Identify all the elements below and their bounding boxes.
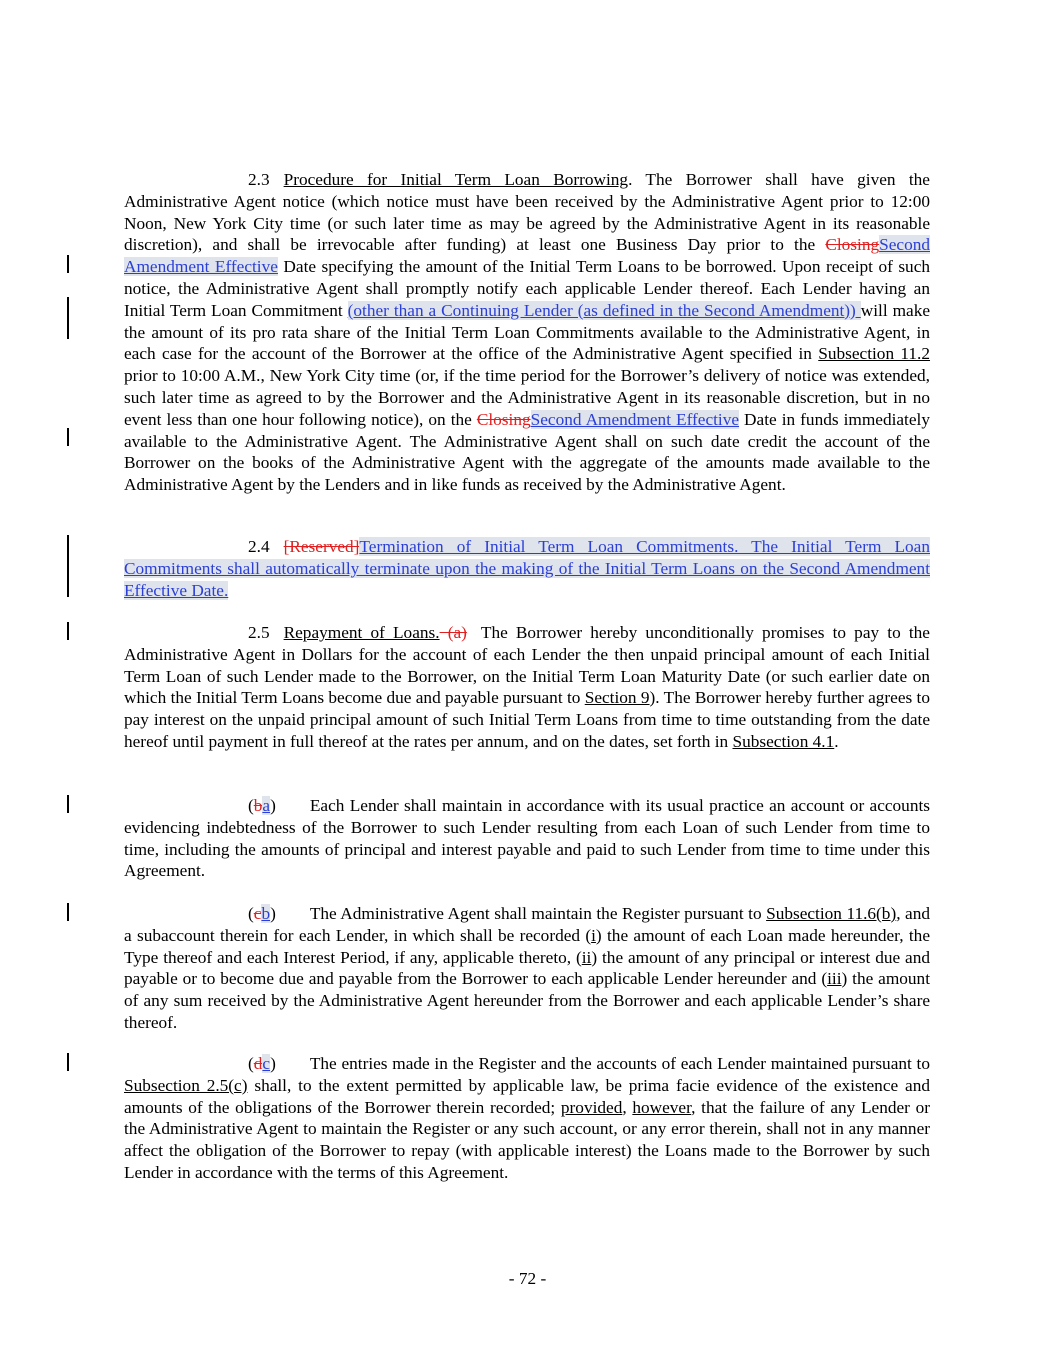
change-bar — [67, 622, 69, 640]
deleted-text: (a) — [439, 623, 467, 642]
inserted-text: Second Amendment Effective — [530, 409, 740, 429]
deleted-text: [Reserved] — [283, 537, 360, 556]
cross-reference: Section 9 — [584, 688, 650, 708]
section-number: 2.5 — [248, 623, 270, 642]
paragraph-b: (cb) The Administrative Agent shall maintain the Register pursuant to Subsection 11.6(b), and a subaccount therein for each Lender, in which shall be recorded (i) the amount of each Loan made hereunder, the Type thereof and each Interest Period, if any, applicable thereto, (ii) the amount of any principal or interest due and payable or to become due and payable from the Borrower to each applicable Lender hereunder and (iii) the amount of any sum received by the Administrative Agent hereunder from the Borrower and each applicable Lender’s share thereof. — [124, 904, 931, 1032]
section-heading — [270, 537, 284, 556]
deleted-text: c — [253, 904, 262, 923]
section-number: 2.3 — [248, 170, 270, 189]
cross-reference: Subsection 11.6(b) — [766, 904, 897, 923]
change-bar — [67, 795, 69, 813]
page-number: - 72 - — [508, 1269, 547, 1288]
paragraph-c: (dc) The entries made in the Register and the accounts of each Lender maintained pursuant to Subsection 2.5(c) shall, to the extent permitted by applicable law, be prima facie evidence of the existence and amounts of the obligations of the Borrower therein recorded; provided, however, that the failure of any Lender or the Administrative Agent to maintain the Register or any such account, or any error therein, shall not in any manner affect the obligation of the Borrower to repay (with applicable interest) the Loans made to the Borrower by such Lender in accordance with the terms of this Agreement. — [124, 1054, 930, 1182]
section-heading: Repayment of Loans. — [283, 623, 440, 642]
provided-term: provided — [560, 1097, 623, 1117]
change-bar — [67, 428, 69, 446]
inserted-text: c — [262, 1054, 271, 1073]
inserted-text: b — [261, 904, 271, 923]
inserted-text: a — [262, 796, 271, 815]
section-2-4 — [124, 536, 930, 601]
deleted-text: b — [253, 796, 263, 815]
however-term: however — [632, 1097, 692, 1117]
cross-reference: Subsection 4.1 — [732, 731, 835, 751]
inserted-text: (other than a Continuing Lender (as defined in the Second Amendment)) — [347, 300, 861, 320]
roman-numeral: ii — [581, 947, 592, 967]
section-number: 2.4 — [248, 537, 270, 556]
roman-numeral: iii — [827, 969, 842, 989]
change-bar — [67, 1053, 69, 1071]
paragraph-a: (ba) Each Lender shall maintain in accordance with its usual practice an account or accounts evidencing indebtedness of the Borrower to such Lender resulting from each Loan of such Lender from time to time, including the amounts of principal and interest payable and paid to such Lender from time to time under this Agreement. — [124, 796, 930, 881]
change-bar — [67, 255, 69, 273]
inserted-text: Termination of Initial Term Loan Commitments. The Initial Term Loan Commitments shall automatically terminate upon the making of the Initial Term Loans on the Second Amendment Effective Date. — [124, 537, 930, 600]
deleted-text: Closing — [476, 409, 531, 429]
section-2-5: 2.5 Repayment of Loans. (a) The Borrower hereby unconditionally promises to pay to the Administrative Agent in Dollars for the account of each Lender the then unpaid principal amount of each Initial Term Loan of such Lender made to the Borrower, on the Initial Term Loan Maturity Date (or such earlier date on which the Initial Term Loans become due and payable pursuant to Section 9). The Borrower hereby further agrees to pay interest on the unpaid principal amount of such Initial Term Loans from time to time outstanding from the date hereof until payment in full thereof at the rates per annum, and on the dates, set forth in Subsection 4.1. — [124, 623, 930, 751]
change-bar — [67, 297, 69, 339]
deleted-text: Closing — [825, 235, 880, 255]
change-bar — [67, 903, 69, 921]
cross-reference: Subsection 11.2 — [818, 344, 931, 364]
roman-numeral: i — [591, 925, 596, 945]
change-bar — [67, 535, 69, 597]
section-2-3: 2.3 Procedure for Initial Term Loan Borrowing. The Borrower shall have given the Administrative Agent notice (which notice must have been received by the Administrative Agent prior to 12:00 Noon, New York City time (or such later time as may be agreed by the Administrative Agent in its reasonable discretion), and shall be irrevocable after funding) at least one Business Day prior to the ClosingSecond Amendment Effective Date specifying the amount of the Initial Term Loans to be borrowed. Upon receipt of such notice, the Administrative Agent shall promptly notify each applicable Lender thereof. Each Lender having an Initial Term Loan Commitment (other than a Continuing Lender (as defined in the Second Amendment)) will make the amount of its pro rata share of the Initial Term Loan Commitments available to the Administrative Agent, in each case for the account of the Borrower at the office of the Administrative Agent specified in Subsection 11.2 prior to 10:00 A.M., New York City time (or, if the time period for the Borrower’s delivery of notice was extended, such later time as agreed to by the Borrower and the Administrative Agent in its reasonable discretion, but in no event less than one hour following notice), on the ClosingSecond Amendment Effective Date in funds immediately available to the Administrative Agent. The Administrative Agent shall on such date credit the account of the Borrower on the books of the Administrative Agent with the aggregate of the amounts made available to the Administrative Agent by the Lenders and in like funds as received by the Administrative Agent. — [124, 170, 931, 495]
section-heading: Procedure for Initial Term Loan Borrowing — [283, 170, 629, 189]
cross-reference: Subsection 2.5(c) — [124, 1075, 248, 1095]
inserted-text: Second Amendment Effective — [124, 235, 930, 277]
deleted-text: d — [253, 1054, 263, 1073]
